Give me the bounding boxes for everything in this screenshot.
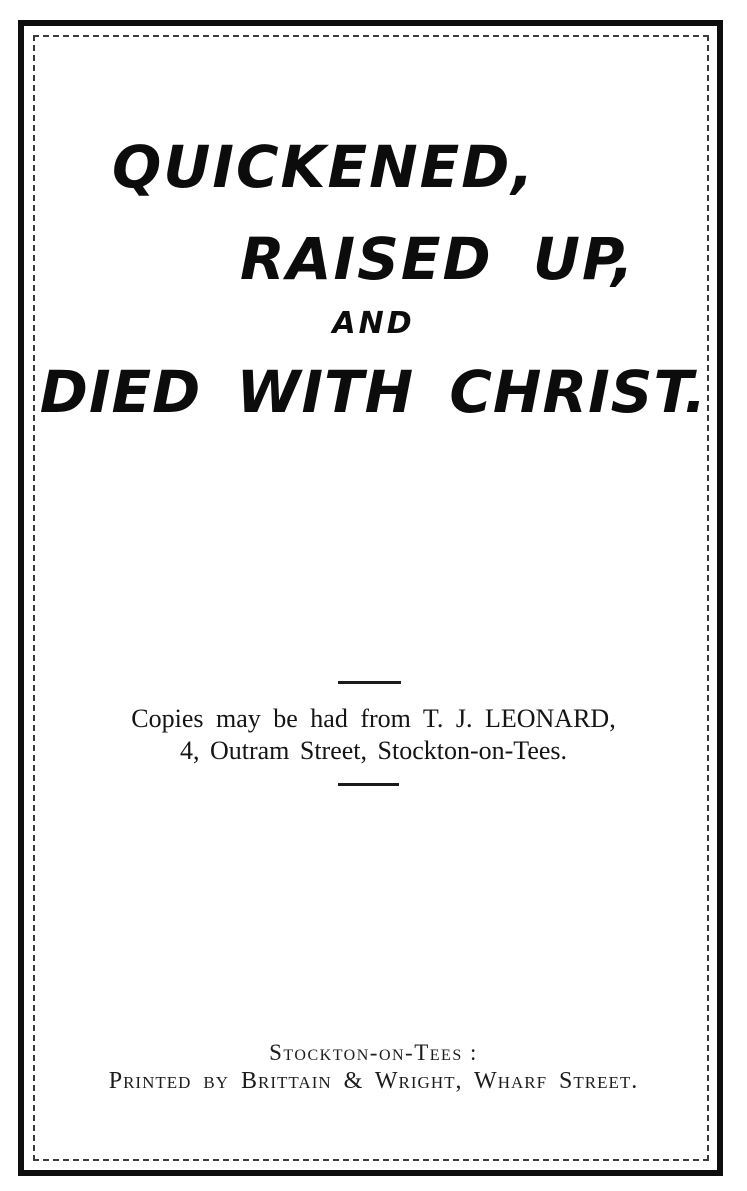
title-conjunction-and: AND [332,306,415,341]
distribution-note-line-2: 4, Outram Street, Stockton-on-Tees. [179,736,568,765]
title-line-died-with-christ: DIED WITH CHRIST. [39,358,708,426]
inner-dashed-border-frame [33,35,709,1161]
imprint-printer-line: Printed by Brittain & Wright, Wharf Street. [108,1068,639,1094]
divider-rule-bottom [338,783,399,786]
distribution-note-line-1: Copies may be had from T. J. LEONARD, [131,704,616,733]
divider-rule-top [338,681,401,684]
title-line-quickened: QUICKENED, [112,133,536,201]
imprint-city-line: Stockton-on-Tees : [269,1040,478,1065]
title-line-raised-up: RAISED UP, [240,225,636,293]
